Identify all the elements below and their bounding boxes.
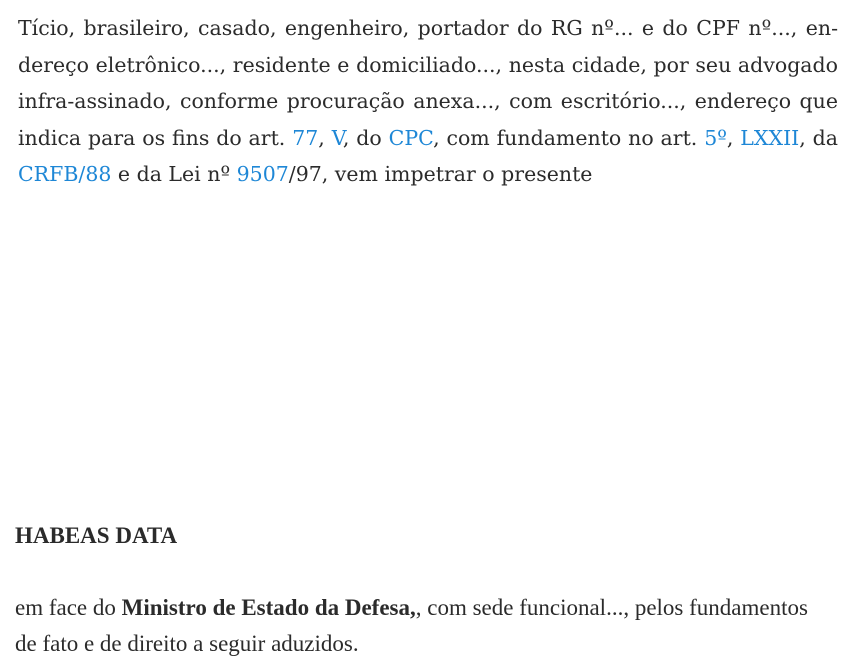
intro-text: /97, vem impetrar o presente bbox=[288, 162, 593, 186]
link-crfb-88[interactable]: CRFB/88 bbox=[18, 162, 112, 186]
closing-text: , com sede funcional..., pelos fundamentos de fato e de direito a seguir aduzidos. bbox=[15, 595, 808, 656]
intro-text: , bbox=[726, 125, 741, 150]
intro-text: , com fundamento no art. bbox=[433, 125, 705, 150]
intro-text: , bbox=[318, 125, 332, 150]
link-cpc[interactable]: CPC bbox=[388, 125, 434, 150]
link-lei-9507[interactable]: 9507 bbox=[236, 162, 289, 186]
petition-closing-paragraph bbox=[15, 590, 835, 662]
intro-text: , da bbox=[799, 125, 839, 150]
authority-name: Ministro de Estado da Defesa, bbox=[121, 595, 416, 620]
habeas-data-heading: HABEAS DATA bbox=[15, 523, 178, 548]
closing-text: em face do bbox=[15, 595, 122, 620]
link-art-5[interactable]: 5º bbox=[704, 125, 727, 150]
intro-text: Tício, brasileiro, casado, engenheiro, portador do RG nº... e do CPF nº..., endereço eletrônico..., residente e domiciliado..., nesta cidade, por seu advogado infra-assinado, conforme procuração anexa..., com escritório..., endereço que indica para os fins do art. bbox=[18, 16, 838, 150]
intro-text: e da Lei nº bbox=[111, 162, 237, 186]
intro-text: , do bbox=[342, 125, 389, 150]
link-inciso-lxxii[interactable]: LXXII bbox=[740, 125, 800, 150]
petition-intro-paragraph bbox=[18, 10, 838, 193]
link-art-77[interactable]: 77 bbox=[292, 125, 319, 150]
link-inciso-v[interactable]: V bbox=[331, 125, 343, 150]
